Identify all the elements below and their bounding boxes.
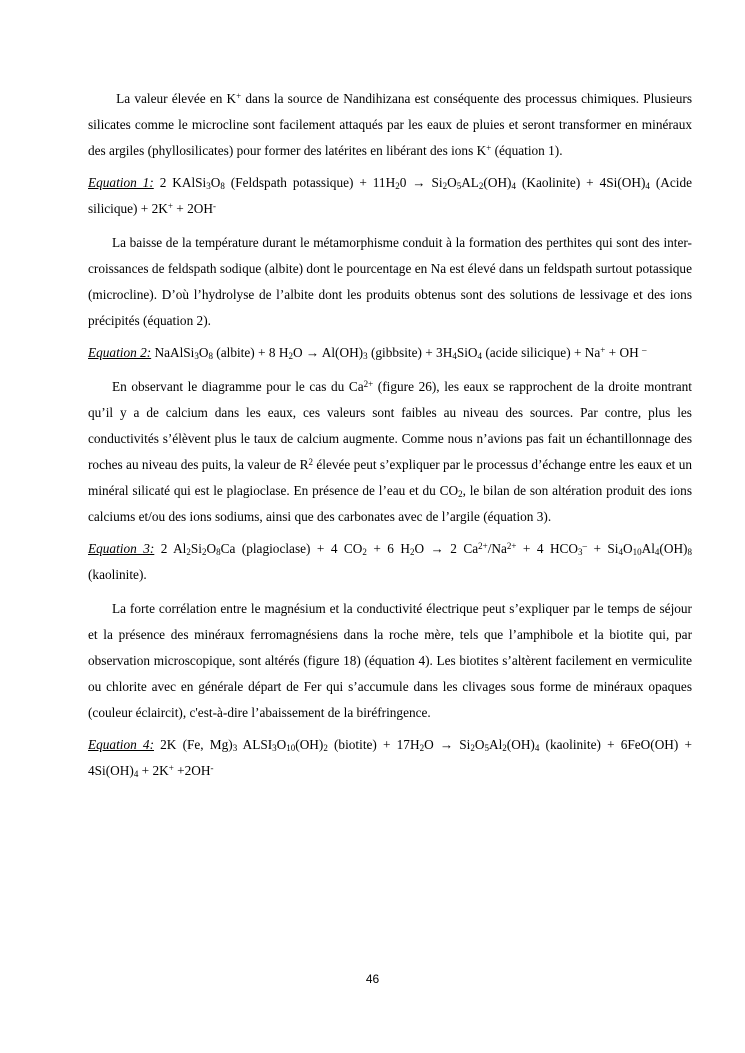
subscript-text: 3: [206, 181, 211, 191]
subscript-text: 2: [395, 181, 400, 191]
subscript-text: 5: [456, 181, 462, 191]
subscript-text: 8: [216, 547, 221, 557]
superscript-text: +: [236, 91, 242, 101]
subscript-text: 4: [654, 547, 660, 557]
equation-2: [88, 340, 692, 366]
text-run: SiO: [456, 345, 478, 360]
superscript-text: 2: [308, 457, 314, 467]
superscript-text: 2+: [478, 541, 488, 551]
text-run: élevée peut s’expliquer par le processus d’échange entre les eaux et un minéral silicaté qui est le plagioclase. En présence de l’eau et du CO: [88, 457, 692, 498]
text-run: 2K (Fe, Mg): [154, 737, 233, 752]
subscript-text: 4: [133, 769, 139, 779]
text-run: +2OH: [173, 763, 211, 778]
subscript-text: 3: [578, 547, 583, 557]
text-run: En observant le diagramme pour le cas du Ca: [112, 379, 364, 394]
subscript-text: 3: [363, 351, 368, 361]
superscript-text: –: [642, 345, 647, 355]
text-run: O → Al(OH): [292, 345, 364, 360]
subscript-text: 2: [409, 547, 415, 557]
subscript-text: 2: [201, 547, 207, 557]
equation-1-label: Equation 1:: [88, 175, 154, 190]
text-run: + 4 HCO: [516, 541, 579, 556]
text-run: Si: [190, 541, 202, 556]
document-body: [88, 86, 692, 792]
superscript-text: +: [167, 201, 173, 211]
text-run: 2 Al: [154, 541, 187, 556]
superscript-text: -: [212, 201, 216, 211]
text-run: O → Si: [424, 737, 471, 752]
text-run: + 2K: [138, 763, 169, 778]
subscript-text: 10: [632, 547, 642, 557]
equation-4: [88, 732, 692, 784]
text-run: O: [447, 175, 457, 190]
text-run: (kaolinite) + 6FeO(OH) + 4Si(OH): [88, 737, 692, 778]
subscript-text: 3: [272, 743, 277, 753]
text-run: (gibbsite) + 3H: [367, 345, 453, 360]
subscript-text: 8: [208, 351, 213, 361]
subscript-text: 3: [194, 351, 199, 361]
text-run: (équation 1).: [491, 143, 563, 158]
equation-3: [88, 536, 692, 588]
superscript-text: -: [210, 763, 214, 773]
text-run: (Acide silicique) + 2K: [88, 175, 693, 216]
subscript-text: 5: [484, 743, 489, 753]
text-run: /Na: [487, 541, 507, 556]
text-run: (OH): [295, 737, 324, 752]
text-run: (Feldspath potassique) + 11H: [224, 175, 396, 190]
paragraph-perthites: La baisse de la température durant le métamorphisme conduit à la formation des perthites qui sont des inter-croissances de feldspath sodique (albite) dont le pourcentage en Na est élevé dans un feldspath surtout potassique (microcline). D’où l’hydrolyse de l’albite dont les produits obtenus sont des solutions de lessivage et des ions précipités (équation 2).: [88, 235, 692, 328]
text-run: , le bilan de son altération produit des ions calciums et/ou des ions sodiums, ainsi que des carbonates avec de l’argile (équation 3).: [88, 483, 693, 524]
subscript-text: 8: [687, 547, 692, 557]
text-run: NaAlSi: [151, 345, 195, 360]
text-run: O: [206, 541, 217, 556]
subscript-text: 2: [502, 743, 507, 753]
text-run: (OH): [506, 737, 535, 752]
subscript-text: 2: [458, 489, 463, 499]
text-run: O: [198, 345, 209, 360]
subscript-text: 4: [534, 743, 540, 753]
subscript-text: 4: [645, 181, 650, 191]
page-number: 46: [365, 972, 380, 986]
text-run: O: [210, 175, 221, 190]
subscript-text: 10: [286, 743, 296, 753]
text-run: dans la source de Nandihizana est conséquente des processus chimiques. Plusieurs silicates comme le microcline sont facilement attaqués par les eaux de pluies et seront transformer en minéraux des argiles (phyllosilicates) pour former des latérites en libérant des ions K: [88, 91, 692, 158]
text-run: (OH): [483, 175, 512, 190]
paragraph-magnesium: La forte corrélation entre le magnésium et la conductivité électrique peut s’expliquer par le temps de séjour et la présence des minéraux ferromagnésiens dans la roche mère, tels que l’amphibole et la biotite qui, par observation microscopique, sont altérés (figure 18) (équation 4). Les biotites s’altèrent facilement en vermiculite ou chlorite avec en générale départ de Fer qui s’accumule dans les clivages sous forme de minéraux opaques (couleur éclaircit), c'est-à-dire l’abaissement de la biréfringence.: [88, 601, 692, 720]
text-run: O → 2 Ca: [414, 541, 479, 556]
text-run: Al: [641, 541, 655, 556]
text-run: 2 KAlSi: [153, 175, 207, 190]
text-run: (OH): [659, 541, 688, 556]
text-run: (Kaolinite) + 4Si(OH): [515, 175, 646, 190]
subscript-text: 4: [452, 351, 457, 361]
text-run: Ca (plagioclase) + 4 CO: [220, 541, 363, 556]
text-run: (acide silicique) + Na: [482, 345, 601, 360]
equation-3-label: Equation 3:: [88, 541, 155, 556]
superscript-text: +: [168, 763, 174, 773]
subscript-text: 4: [477, 351, 483, 361]
superscript-text: –: [582, 541, 588, 551]
text-run: Al: [488, 737, 503, 752]
text-run: (figure 26), les eaux se rapprochent de la droite montrant qu’il y a de calcium dans les eaux, ces valeurs sont faibles au niveau des sources. Par contre, plus les conductivités s’élèvent plus le taux de calcium augmente. Comme nous n’avions pas fait un échantillonnage des roches au niveau des puits, la valeur de R: [88, 379, 692, 472]
subscript-text: 2: [470, 743, 475, 753]
text-run: + Si: [587, 541, 619, 556]
subscript-text: 2: [323, 743, 328, 753]
text-run: AL: [461, 175, 479, 190]
subscript-text: 2: [362, 547, 367, 557]
text-run: + 2OH: [172, 201, 213, 216]
equation-2-label: Equation 2:: [88, 345, 152, 360]
superscript-text: +: [600, 345, 606, 355]
text-run: O: [276, 737, 287, 752]
subscript-text: 4: [618, 547, 623, 557]
text-run: (albite) + 8 H: [212, 345, 289, 360]
subscript-text: 8: [220, 181, 225, 191]
text-run: (kaolinite).: [88, 567, 147, 582]
superscript-text: +: [486, 143, 492, 153]
text-run: O: [623, 541, 633, 556]
text-run: 0 → Si: [399, 175, 443, 190]
text-run: + OH: [605, 345, 643, 360]
equation-1: [88, 170, 692, 222]
text-run: La valeur élevée en K: [112, 91, 237, 106]
subscript-text: 2: [419, 743, 425, 753]
subscript-text: 2: [288, 351, 293, 361]
text-run: O: [474, 737, 485, 752]
superscript-text: 2+: [363, 379, 374, 389]
subscript-text: 3: [232, 743, 238, 753]
paragraph-potassium: [88, 86, 692, 164]
subscript-text: 2: [442, 181, 448, 191]
text-run: ALSI: [237, 737, 273, 752]
subscript-text: 4: [511, 181, 516, 191]
text-run: (biotite) + 17H: [327, 737, 420, 752]
paragraph-calcium: [88, 374, 692, 530]
subscript-text: 2: [186, 547, 191, 557]
subscript-text: 2: [478, 181, 484, 191]
text-run: + 6 H: [366, 541, 410, 556]
superscript-text: 2+: [506, 541, 517, 551]
equation-4-label: Equation 4:: [88, 737, 154, 752]
